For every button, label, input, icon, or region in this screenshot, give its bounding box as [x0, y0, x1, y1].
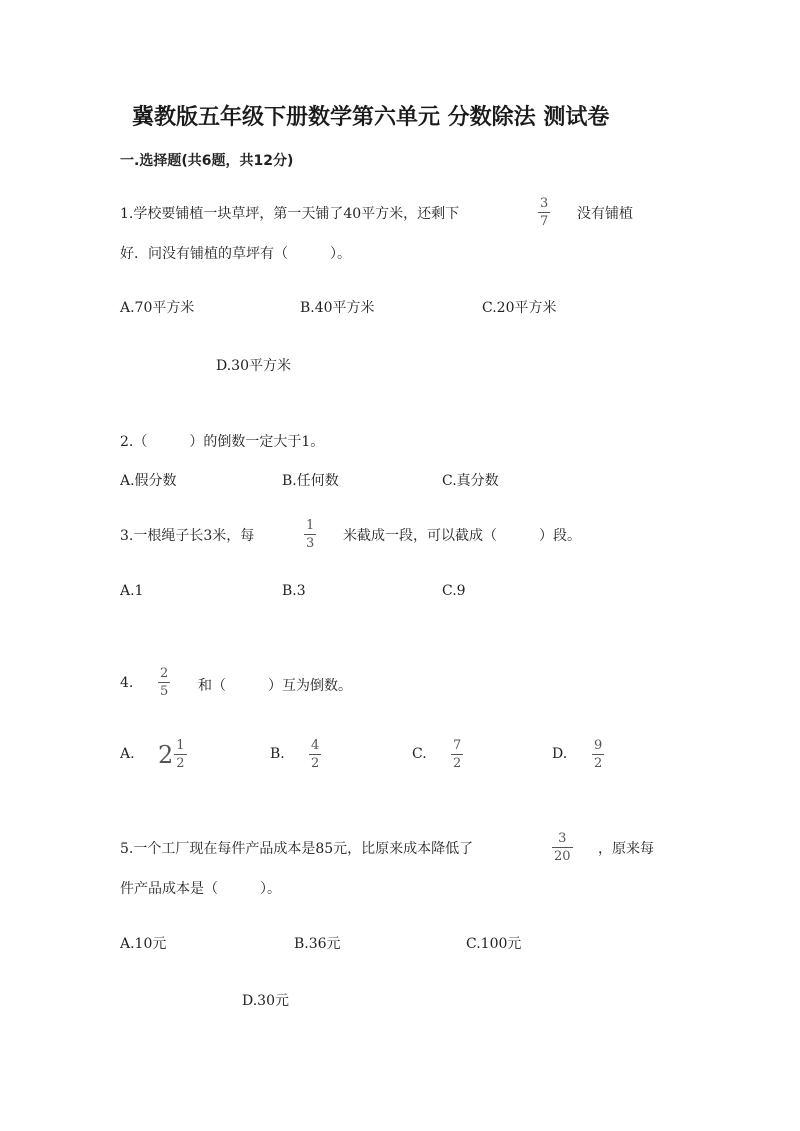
option-4a-label[interactable]: A. [120, 746, 135, 762]
question-3-fraction: 1 3 [306, 518, 315, 551]
question-5-text-cont: ，原来每 [598, 841, 654, 857]
question-1-text: 1.学校要铺植一块草坪，第一天铺了40平方米，还剩下 [120, 206, 460, 222]
question-1-fraction: 3 7 [540, 196, 549, 229]
option-1d[interactable]: D.30平方米 [216, 358, 291, 374]
option-4d-fraction[interactable]: 9 2 [594, 738, 603, 771]
option-4c-fraction[interactable]: 7 2 [453, 738, 462, 771]
option-4c-label[interactable]: C. [412, 746, 427, 762]
option-5d[interactable]: D.30元 [242, 993, 289, 1009]
option-4a-mixed-number[interactable]: 2 $\frac{1}{2}$ [158, 738, 185, 771]
option-3b[interactable]: B.3 [282, 583, 306, 599]
question-5-text: 5.一个工厂现在每件产品成本是85元，比原来成本降低了 [120, 841, 474, 857]
option-1b[interactable]: B.40平方米 [300, 300, 375, 316]
option-2a[interactable]: A.假分数 [120, 473, 177, 489]
question-1-text-line2: 好．问没有铺植的草坪有（ ）。 [120, 246, 351, 262]
option-4d-label[interactable]: D. [552, 746, 568, 762]
question-1-text-cont: 没有铺植 [577, 206, 633, 222]
option-4b-fraction[interactable]: 4 2 [311, 738, 320, 771]
option-5b[interactable]: B.36元 [294, 936, 341, 952]
question-4-text: 和（ ）互为倒数。 [198, 678, 352, 694]
question-2-text: 2.（ ）的倒数一定大于1。 [120, 434, 325, 450]
option-2b[interactable]: B.任何数 [282, 473, 339, 489]
option-3a[interactable]: A.1 [120, 583, 144, 599]
section-heading: 一.选择题(共6题，共12分) [120, 153, 294, 169]
question-5-text-line2: 件产品成本是（ ）。 [120, 881, 281, 897]
option-3c[interactable]: C.9 [442, 583, 466, 599]
option-1a[interactable]: A.70平方米 [120, 300, 195, 316]
question-4-fraction: 2 5 [160, 666, 169, 699]
option-1c[interactable]: C.20平方米 [482, 300, 557, 316]
option-5a[interactable]: A.10元 [120, 936, 167, 952]
question-3-text-cont: 米截成一段，可以截成（ ）段。 [343, 528, 581, 544]
question-5-fraction: 3 20 [554, 831, 571, 864]
question-4-number: 4. [120, 675, 134, 691]
option-4b-label[interactable]: B. [270, 746, 285, 762]
option-2c[interactable]: C.真分数 [442, 473, 499, 489]
question-3-text: 3.一根绳子长3米，每 [120, 528, 255, 544]
page-title: 冀教版五年级下册数学第六单元 分数除法 测试卷 [132, 105, 610, 130]
option-5c[interactable]: C.100元 [466, 936, 522, 952]
